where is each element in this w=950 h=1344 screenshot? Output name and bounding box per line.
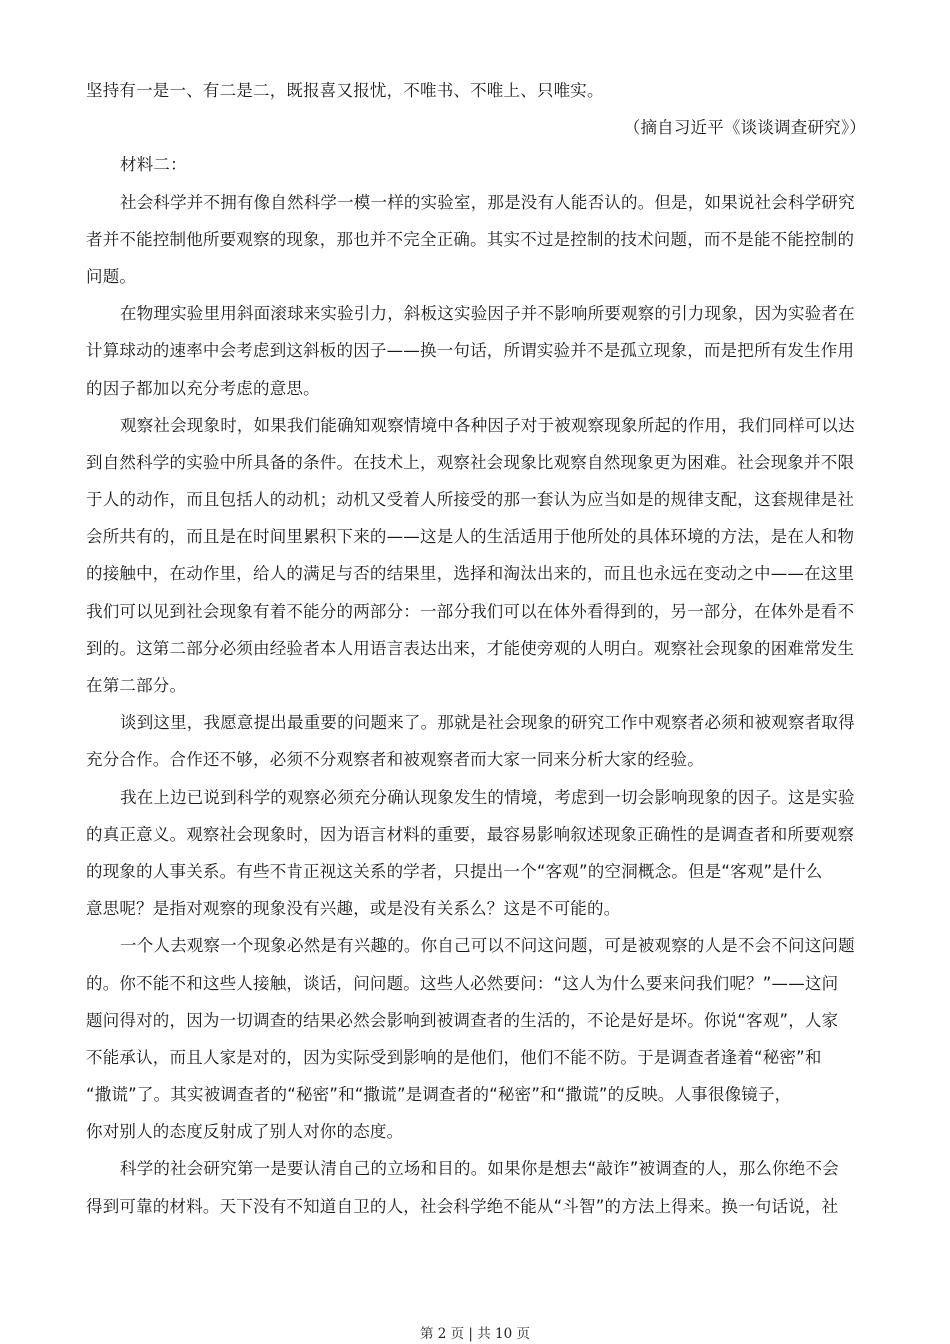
text-line: 计算球动的速率中会考虑到这斜板的因子——换一句话，所谓实验并不是孤立现象，而是把所有发生作用	[86, 341, 855, 361]
text-line: 的现象的人事关系。有些不肯正视这关系的学者，只提出一个“客观”的空洞概念。但是“客观”是什么	[86, 861, 823, 881]
text-line: 我们可以见到社会现象有着不能分的两部分：一部分我们可以在体外看得到的，另一部分，在体外是看不	[86, 601, 855, 621]
page-footer: 第 2 页 | 共 10 页	[419, 1326, 531, 1342]
text-line: 会所共有的，而且是在时间里累积下来的——这是人的生活适用于他所处的具体环境的方法，是在人和物	[86, 527, 855, 547]
text-line: 谈到这里，我愿意提出最重要的问题来了。那就是社会现象的研究工作中观察者必须和被观察者取得	[120, 713, 855, 733]
text-line: 充分合作。合作还不够，必须不分观察者和被观察者而大家一同来分析大家的经验。	[86, 750, 704, 770]
text-line: 到自然科学的实验中所具备的条件。在技术上，观察社会现象比观察自然现象更为困难。社会现象并不限	[86, 452, 855, 472]
text-line: 题问得对的，因为一切调查的结果必然会影响到被调查者的生活的，不论是好是坏。你说“客观”，人家	[86, 1010, 839, 1030]
text-line: 坚持有一是一、有二是二，既报喜又报忧，不唯书、不唯上、只唯实。	[86, 81, 604, 100]
text-line: 者并不能控制他所要观察的现象，那也并不完全正确。其实不过是控制的技术问题，而不是能不能控制的	[86, 229, 855, 249]
text-line: 在第二部分。	[86, 676, 187, 695]
text-line: 的真正意义。观察社会现象时，因为语言材料的重要，最容易影响叙述现象正确性的是调查者和所要观察	[86, 824, 855, 844]
text-line: 到的。这第二部分必须由经验者本人用语言表达出来，才能使旁观的人明白。观察社会现象的困难常发生	[86, 638, 855, 658]
text-line: 问题。	[86, 266, 137, 286]
text-line: 的因子都加以充分考虑的意思。	[86, 378, 320, 398]
text-line: “撒谎”了。其实被调查者的“秘密”和“撒谎”是调查者的“秘密”和“撒谎”的反映。人事很像镜子，	[86, 1085, 792, 1105]
text-line: 我在上边已说到科学的观察必须充分确认现象发生的情境，考虑到一切会影响现象的因子。这是实验	[120, 787, 855, 807]
text-line: 的。你不能不和这些人接触，谈话，问问题。这些人必然要问：“这人为什么要来问我们呢？”——这问	[86, 973, 839, 993]
citation-line: （摘自习近平《谈谈调查研究》）	[623, 118, 866, 138]
document-body	[86, 72, 866, 1225]
text-line: 一个人去观察一个现象必然是有兴趣的。你自己可以不问这问题，可是被观察的人是不会不问这问题	[120, 936, 855, 956]
text-line: 科学的社会研究第一是要认清自己的立场和目的。如果你是想去“敲诈”被调查的人，那么你绝不会	[120, 1159, 839, 1179]
text-line: 的接触中，在动作里，给人的满足与否的结果里，选择和淘汰出来的，而且也永远在变动之中——在这里	[86, 564, 855, 584]
section-heading: 材料二：	[120, 155, 187, 175]
text-line: 你对别人的态度反射成了别人对你的态度。	[86, 1122, 404, 1142]
text-line: 于人的动作，而且包括人的动机；动机又受着人所接受的那一套认为应当如是的规律支配，这套规律是社	[86, 490, 855, 510]
text-line: 观察社会现象时，如果我们能确知观察情境中各种因子对于被观察现象所起的作用，我们同样可以达	[120, 415, 855, 435]
text-line: 社会科学并不拥有像自然科学一模一样的实验室，那是没有人能否认的。但是，如果说社会科学研究	[120, 192, 855, 212]
text-line: 在物理实验里用斜面滚球来实验引力，斜板这实验因子并不影响所要观察的引力现象，因为实验者在	[120, 304, 855, 324]
text-line: 不能承认，而且人家是对的，因为实际受到影响的是他们，他们不能不防。于是调查者逢着“秘密”和	[86, 1047, 822, 1067]
text-line: 得到可靠的材料。天下没有不知道自卫的人，社会科学绝不能从“斗智”的方法上得来。换一句话说，社	[86, 1196, 839, 1216]
text-line: 意思呢？是指对观察的现象没有兴趣，或是没有关系么？这是不可能的。	[86, 899, 621, 919]
